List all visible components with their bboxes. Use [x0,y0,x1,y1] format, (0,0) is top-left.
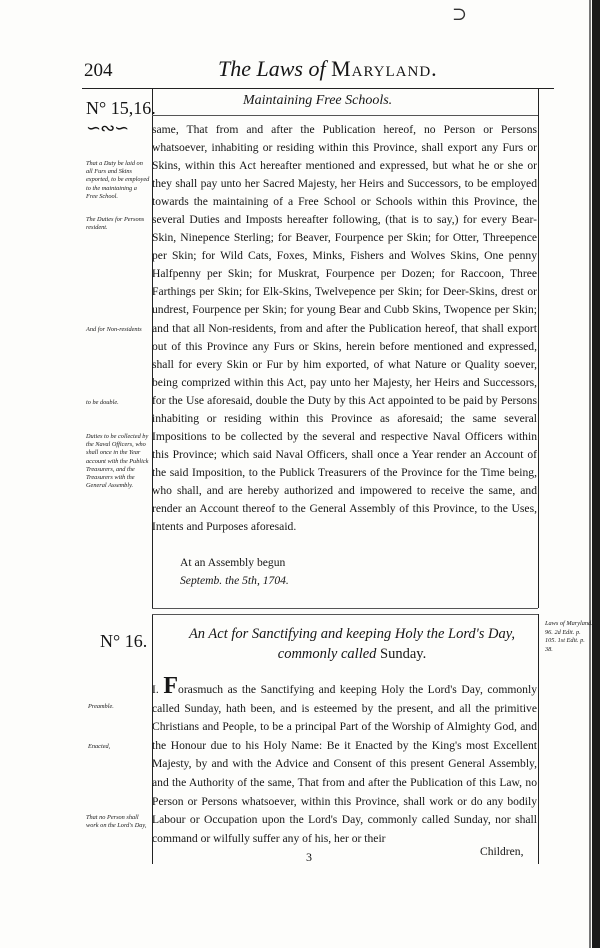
margin-note: Preamble. [88,703,114,710]
running-title-prefix: The Laws of [218,56,326,81]
section-title-rule [152,115,538,116]
margin-rule-right-upper [538,88,539,608]
act-title-line-1: An Act for Sanctifying and keeping Holy the Lord's Day, [188,626,516,642]
act-number-16: N° 16. [100,631,148,651]
margin-rule-right-lower [538,614,539,864]
act-title-line-2-prefix: commonly called [277,646,377,662]
assembly-line-1: At an Assembly begun [180,556,286,569]
right-margin-note: Laws of Maryland. 96. 2d Edit. p. 105. 1st Edit. p. 38. [545,620,593,653]
drop-capital: F [163,673,179,699]
assembly-line-2: Septemb. the 5th, 1704. [180,574,289,587]
binding-shadow [589,0,591,948]
margin-note: The Duties for Persons resident. [86,216,145,232]
act-number: N° 15,16. [86,98,156,118]
ornament-flourish: ∽∾∽ [86,118,129,139]
margin-note: Enacted, [88,743,111,750]
act-title [166,624,538,664]
page-number: 204 [84,60,113,81]
binding-edge [592,0,600,948]
section-divider-rule-2 [152,614,538,615]
margin-note: That a Duty be laid on all Furs and Skins exported, to be employed to the maintaining a Free School. [86,160,150,200]
running-title-place: Maryland. [331,56,438,81]
margin-note: And for Non-residents [86,326,142,333]
margin-note: That no Person shall work on the Lord's Day, [86,814,147,830]
catchword: Children, [480,845,524,858]
signature-mark: 3 [306,850,312,864]
act-body-text: same, That from and after the Publication hereof, no Person or Persons whatsoever, inhabiting or residing within this Province, shall export any Furs or Skins, within this Act hereafter mentioned and expressed, but what he or she or they shall pay unto her Sacred Majesty, her Heirs and Successors, to be employed towards the maintaining of a Free School or Schools within this Province, the several Duties and Imposts hereafter following, (that is to say,) for every Bear-Skin, Ninepence Sterling; for Beaver, Fourpence per Skin; for Otter, Threepence per Skin; for Wild Cats, Foxes, Minks, Fishers and Wolves Skins, One penny Halfpenny per Skin; for Muskrat, Fourpence per Dozen; for Raccoon, Three Farthings per Skin; for Elk-Skins, Twelvepence per Skin; for Deer-Skins, drest or undrest, Fourpence per Skin; for young Bear and Cubb Skins, Twopence per Skin; and that all Non-residents, from and after the Publication hereof, that shall export out of this Province any Furs or Skins, herein before mentioned and expressed, shall for every Skin or Fur by him exported, of what Nature or Quality soever, being comprized within this Act, pay unto her Majesty, her Heirs and Successors, for the Use aforesaid, double the Duty by this Act appointed to be paid by Persons inhabiting or residing within this Province as aforesaid; the same several Impositions to be collected by the several and respective Naval Officers within this Province; which said Naval Officers, shall once a Year render an Account of the said Imposition, to the Publick Treasurers of the Province for the Time being, who shall, and are hereby authorized and impowered to receive the same, and render an Account thereof to the General Assembly of this Province, to the Uses, Intents and Purposes aforesaid. [152,123,537,534]
assembly-date [180,554,289,590]
act-title-sunday: Sunday. [380,646,427,662]
margin-note: to be double. [86,399,119,406]
section-divider-rule [152,608,538,609]
act-16-body-text: orasmuch as the Sanctifying and keeping Holy the Lord's Day, commonly called Sunday, hath been, and is esteemed by the present, and all the primitive Christians and People, to be a principal Part of the Worship of Almighty God, and the Honour due to his Holy Name: Be it Enacted by the King's most Excellent Majesty, by and with the Advice and Consent of this present General Assembly, and the Authority of the same, That from and after the Publication of this Law, no Person or Persons whatsoever, within this Province, shall work or do any bodily Labour or Occupation upon the Lord's Day, commonly called Sunday, nor shall command or wilfully suffer any of his, her or their [152,683,538,845]
act-title-line-2 [166,644,538,664]
section-title: Maintaining Free Schools. [243,93,393,108]
running-title [218,56,438,82]
section-numeral: I. [152,683,159,696]
margin-note: Duties to be collected by the Naval Officers, who shall once in the Year account with the Publick Treasurers, and the Treasurers with the General Assembly. [86,433,149,490]
act-16-body [152,673,538,848]
page-mark: ⊃ [452,4,468,25]
